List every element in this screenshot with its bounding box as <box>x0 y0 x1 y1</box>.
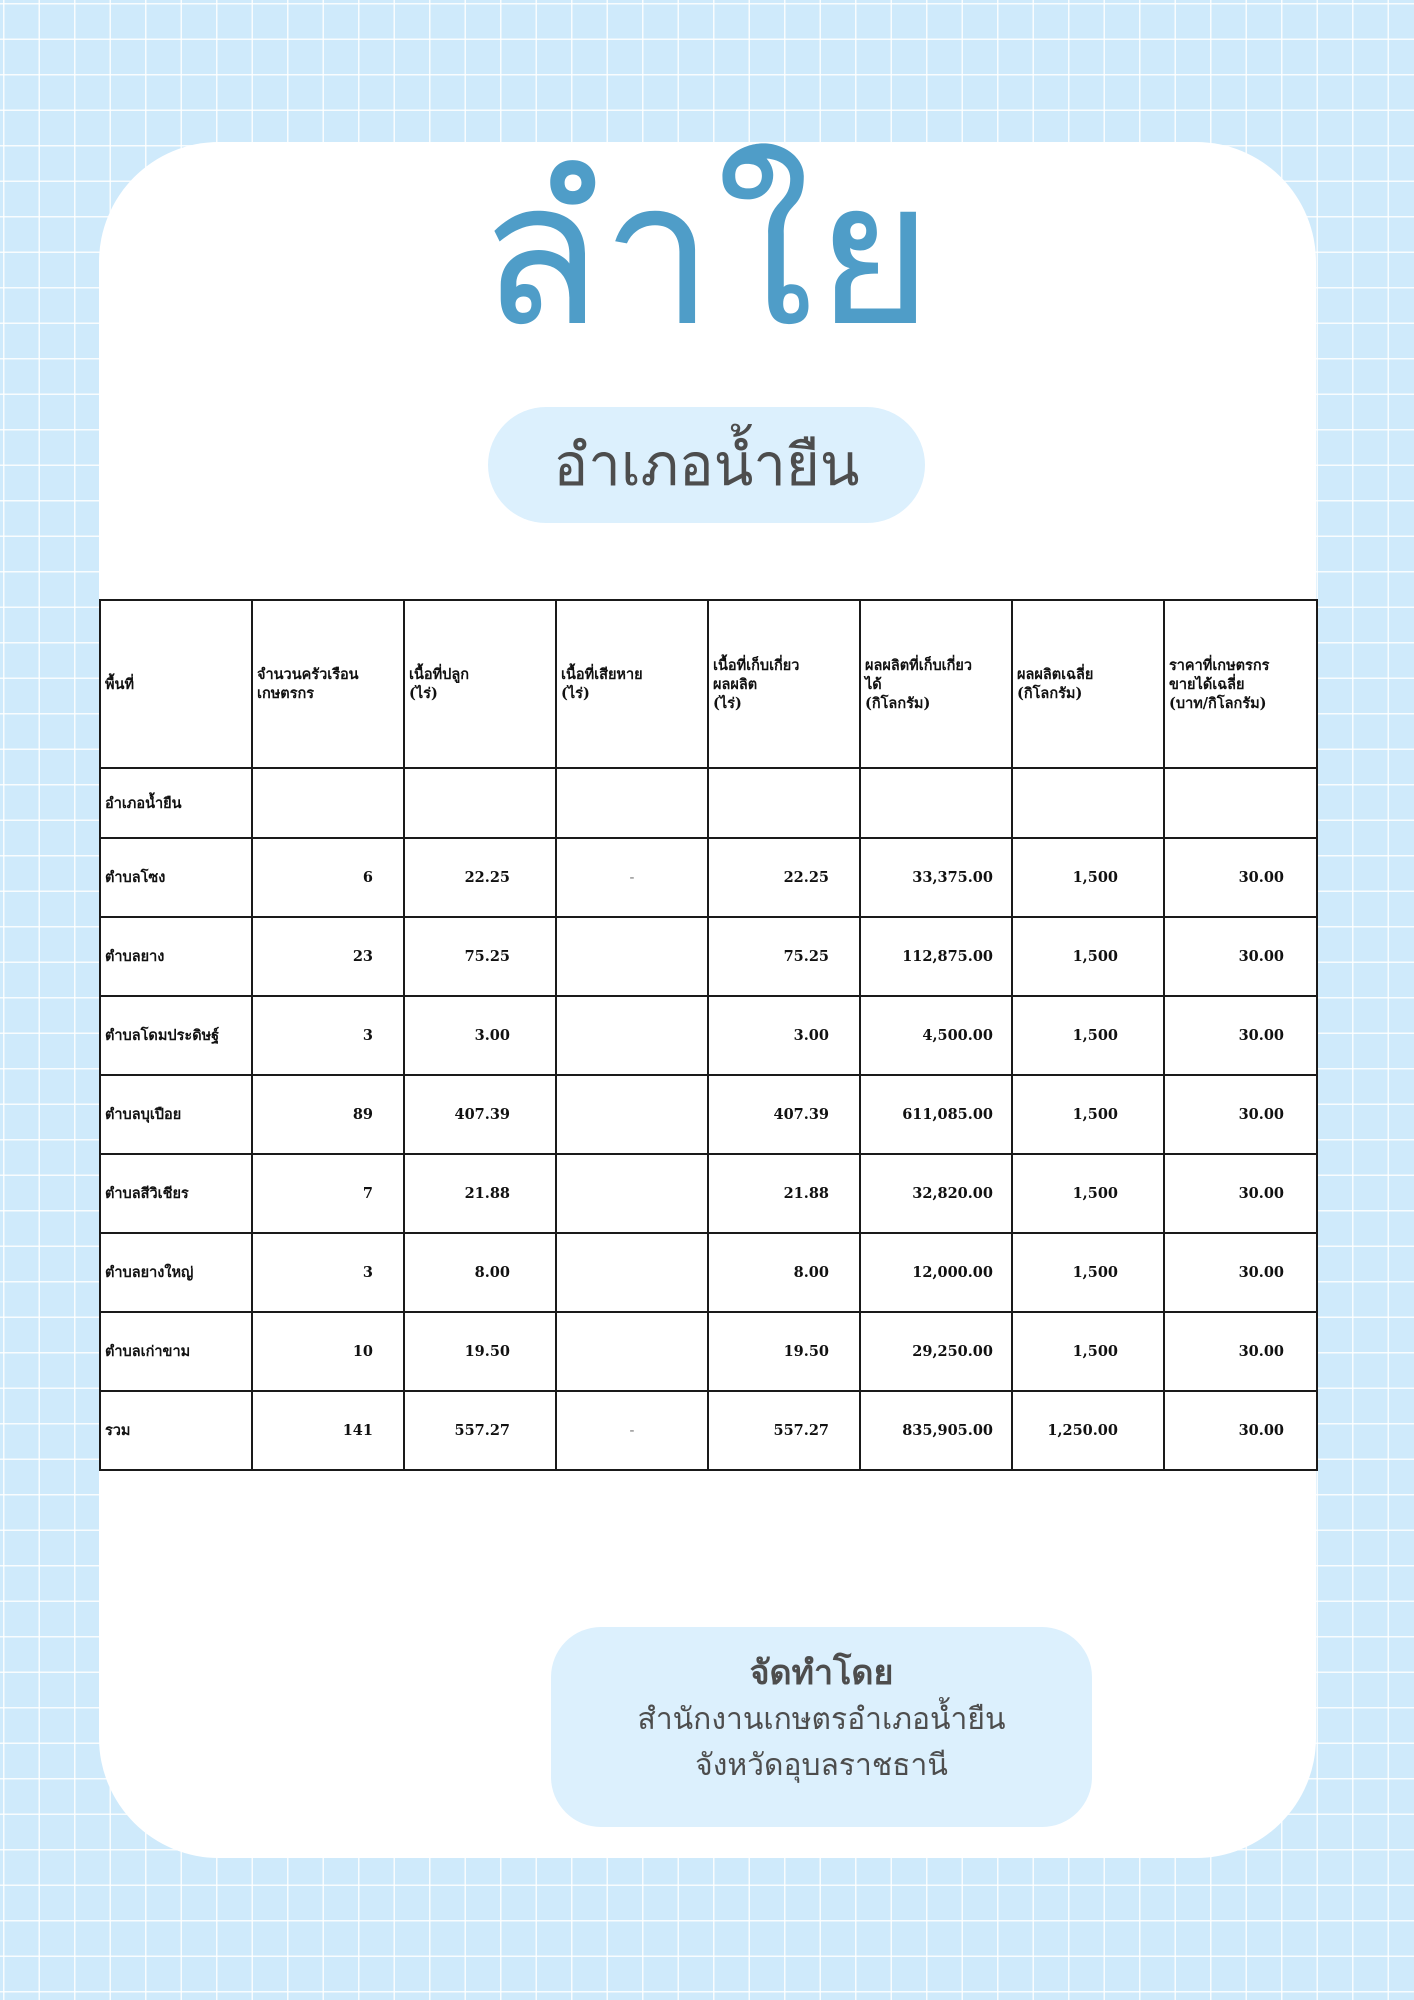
harvested-area-value: 19.50 <box>708 1312 860 1391</box>
harvested-yield-value: 12,000.00 <box>860 1233 1012 1312</box>
subdistrict-name: ตำบลโซง <box>100 838 252 917</box>
office-name: สำนักงานเกษตรอำเภอน้ำยืน <box>637 1702 1006 1737</box>
harvested-yield-total: 835,905.00 <box>860 1391 1012 1470</box>
prepared-by-heading: จัดทำโดย <box>749 1653 894 1693</box>
province-name: จังหวัดอุบลราชธานี <box>695 1748 948 1783</box>
empty-cell <box>556 768 708 838</box>
average-price-value: 30.00 <box>1164 996 1317 1075</box>
subdistrict-name: ตำบลโดมประดิษฐ์ <box>100 996 252 1075</box>
subdistrict-name: ตำบลยาง <box>100 917 252 996</box>
harvested-yield-value: 33,375.00 <box>860 838 1012 917</box>
planted-area-value: 21.88 <box>404 1154 556 1233</box>
average-price-value: 30.00 <box>1164 917 1317 996</box>
harvested-yield-value: 29,250.00 <box>860 1312 1012 1391</box>
subdistrict-name: ตำบลบุเปือย <box>100 1075 252 1154</box>
table-header-row <box>100 600 1317 768</box>
average-price-value: 30.00 <box>1164 1154 1317 1233</box>
harvested-area-value: 407.39 <box>708 1075 860 1154</box>
empty-cell <box>252 768 404 838</box>
damaged-area-value <box>556 996 708 1075</box>
average-price-value: 30.00 <box>1164 1312 1317 1391</box>
average-yield-value: 1,500 <box>1012 1154 1164 1233</box>
table-row <box>100 838 1317 917</box>
header-harvested-yield: ผลผลิตที่เก็บเกี่ยว ได้ (กิโลกรัม) <box>860 600 1012 768</box>
empty-cell <box>404 768 556 838</box>
table-row <box>100 996 1317 1075</box>
planted-area-value: 19.50 <box>404 1312 556 1391</box>
damaged-area-value <box>556 1154 708 1233</box>
average-price-total: 30.00 <box>1164 1391 1317 1470</box>
households-value: 7 <box>252 1154 404 1233</box>
empty-cell <box>708 768 860 838</box>
empty-cell <box>1164 768 1317 838</box>
damaged-area-value: - <box>556 838 708 917</box>
damaged-area-value <box>556 1075 708 1154</box>
header-harvested-area: เนื้อที่เก็บเกี่ยว ผลผลิต (ไร่) <box>708 600 860 768</box>
harvested-area-total: 557.27 <box>708 1391 860 1470</box>
damaged-area-value <box>556 917 708 996</box>
planted-area-value: 75.25 <box>404 917 556 996</box>
planted-area-value: 3.00 <box>404 996 556 1075</box>
header-average-yield: ผลผลิตเฉลี่ย (กิโลกรัม) <box>1012 600 1164 768</box>
households-value: 3 <box>252 1233 404 1312</box>
damaged-area-value <box>556 1312 708 1391</box>
harvested-area-value: 75.25 <box>708 917 860 996</box>
table-row <box>100 1233 1317 1312</box>
planted-area-total: 557.27 <box>404 1391 556 1470</box>
header-average-price: ราคาที่เกษตรกร ขายได้เฉลี่ย (บาท/กิโลกรัม) <box>1164 600 1317 768</box>
table-row <box>100 1154 1317 1233</box>
planted-area-value: 8.00 <box>404 1233 556 1312</box>
harvested-area-value: 8.00 <box>708 1233 860 1312</box>
average-price-value: 30.00 <box>1164 1233 1317 1312</box>
households-total: 141 <box>252 1391 404 1470</box>
planted-area-value: 22.25 <box>404 838 556 917</box>
households-value: 10 <box>252 1312 404 1391</box>
table-row <box>100 1075 1317 1154</box>
total-label: รวม <box>100 1391 252 1470</box>
district-row <box>100 768 1317 838</box>
table-row <box>100 1312 1317 1391</box>
planted-area-value: 407.39 <box>404 1075 556 1154</box>
average-yield-value: 1,500 <box>1012 1075 1164 1154</box>
average-yield-value: 1,500 <box>1012 1233 1164 1312</box>
total-row <box>100 1391 1317 1470</box>
subdistrict-name: ตำบลเก่าขาม <box>100 1312 252 1391</box>
subdistrict-name: ตำบลยางใหญ่ <box>100 1233 252 1312</box>
average-price-value: 30.00 <box>1164 838 1317 917</box>
households-value: 3 <box>252 996 404 1075</box>
prepared-by-box <box>551 1627 1092 1827</box>
harvested-area-value: 22.25 <box>708 838 860 917</box>
longan-production-table <box>99 599 1318 1471</box>
harvested-area-value: 21.88 <box>708 1154 860 1233</box>
households-value: 6 <box>252 838 404 917</box>
district-subtitle: อำเภอน้ำยืน <box>488 407 925 523</box>
average-price-value: 30.00 <box>1164 1075 1317 1154</box>
households-value: 23 <box>252 917 404 996</box>
average-yield-total: 1,250.00 <box>1012 1391 1164 1470</box>
households-value: 89 <box>252 1075 404 1154</box>
damaged-area-total: - <box>556 1391 708 1470</box>
subdistrict-name: ตำบลสีวิเชียร <box>100 1154 252 1233</box>
header-planted-area: เนื้อที่ปลูก (ไร่) <box>404 600 556 768</box>
header-households: จำนวนครัวเรือน เกษตรกร <box>252 600 404 768</box>
average-yield-value: 1,500 <box>1012 838 1164 917</box>
empty-cell <box>860 768 1012 838</box>
page-title: ลำใย <box>479 138 935 371</box>
harvested-area-value: 3.00 <box>708 996 860 1075</box>
header-damaged-area: เนื้อที่เสียหาย (ไร่) <box>556 600 708 768</box>
harvested-yield-value: 112,875.00 <box>860 917 1012 996</box>
empty-cell <box>1012 768 1164 838</box>
harvested-yield-value: 32,820.00 <box>860 1154 1012 1233</box>
harvested-yield-value: 611,085.00 <box>860 1075 1012 1154</box>
district-name-cell: อำเภอน้ำยืน <box>100 768 252 838</box>
header-area: พื้นที่ <box>100 600 252 768</box>
harvested-yield-value: 4,500.00 <box>860 996 1012 1075</box>
table-row <box>100 917 1317 996</box>
average-yield-value: 1,500 <box>1012 996 1164 1075</box>
average-yield-value: 1,500 <box>1012 917 1164 996</box>
damaged-area-value <box>556 1233 708 1312</box>
average-yield-value: 1,500 <box>1012 1312 1164 1391</box>
